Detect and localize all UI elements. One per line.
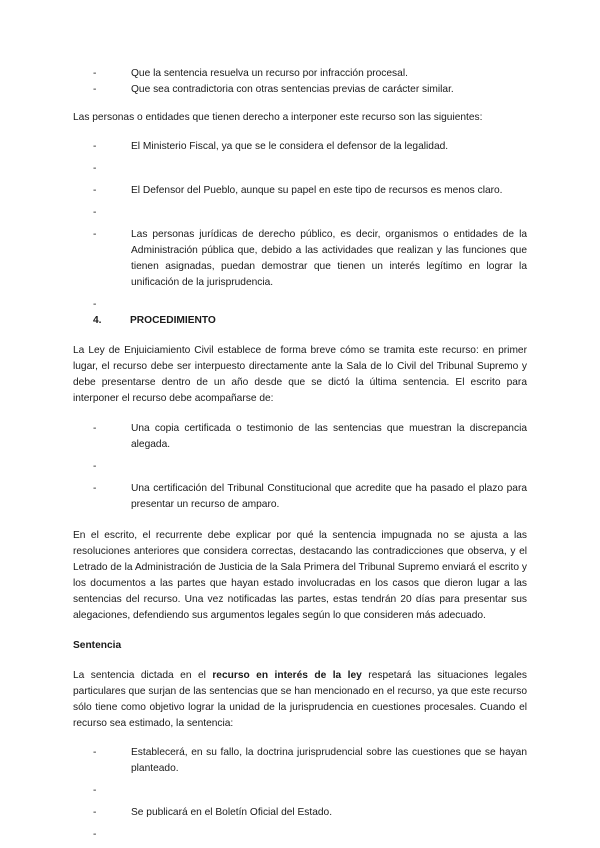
list-dash: - (93, 747, 97, 758)
list-item-text (131, 461, 134, 472)
list-item (93, 421, 527, 453)
paragraph-personas: Las personas o entidades que tienen derecho a interponer este recurso son las siguientes: (73, 112, 483, 123)
list-item (93, 82, 527, 98)
list-item (93, 481, 527, 513)
documents-list (73, 421, 527, 513)
list-item (93, 161, 527, 177)
list-item-text: Establecerá, en su fallo, la doctrina jurisprudencial sobre las cuestiones que se hayan planteado. (131, 747, 527, 774)
list-dash: - (93, 207, 97, 218)
list-item (93, 205, 527, 221)
list-item-text: Una copia certificada o testimonio de las sentencias que muestran la discrepancia alegada. (131, 423, 527, 450)
list-item-text (131, 785, 134, 796)
list-item-text: Se publicará en el Boletín Oficial del Estado. (131, 807, 333, 818)
list-item (93, 783, 527, 799)
sentencia-text-after: respetará las situaciones legales particulares que surjan de las sentencias que se han mencionado en el recurso, ya que este recurso sólo tiene como objetivo lograr la unidad de la jurisprudencia en cuestiones procesales. Cuando el recurso sea estimado, la sentencia: (73, 670, 527, 729)
list-dash: - (93, 163, 97, 174)
list-dash: - (93, 185, 97, 196)
list-item-text: Las personas jurídicas de derecho público, es decir, organismos o entidades de la Administración pública que, debido a las actividades que realizan y las funciones que tienen asignadas, puedan demostrar que tienen un interés legítimo en lograr la unificación de la jurisprudencia. (131, 229, 527, 288)
list-item (93, 183, 527, 199)
paragraph-escrito: En el escrito, el recurrente debe explicar por qué la sentencia impugnada no se ajusta a las resoluciones anteriores que considera correctas, destacando las contradicciones que observa, y el Letrado de la Administración de Justicia de la Sala Primera del Tribunal Supremo enviará el escrito y los documentos a las partes que hayan estado involucradas en los casos que dieron lugar a las sentencias del recurso. Una vez notificadas las partes, estas tendrán 20 días para presentar sus alegaciones, defendiendo sus argumentos legales según lo que consideren más adecuado. (73, 530, 527, 621)
list-dash: - (93, 807, 97, 818)
list-dash: - (93, 229, 97, 240)
list-item-text: El Defensor del Pueblo, aunque su papel en este tipo de recursos es menos claro. (131, 185, 503, 196)
list-dash: - (93, 423, 97, 434)
list-item (93, 297, 527, 313)
list-item-text (131, 829, 134, 840)
list-dash: - (93, 141, 97, 152)
subheading-sentencia: Sentencia (73, 640, 122, 651)
list-item (93, 459, 527, 475)
entities-list (73, 139, 527, 313)
section-heading-procedimiento (93, 313, 527, 329)
list-item-text (131, 299, 134, 310)
paragraph-sentencia (73, 668, 527, 732)
sentencia-text-before: La sentencia dictada en el (73, 670, 213, 681)
section-number: 4. (93, 315, 102, 326)
list-item-text: El Ministerio Fiscal, ya que se le considera el defensor de la legalidad. (131, 141, 449, 152)
section-title: PROCEDIMIENTO (130, 315, 216, 326)
list-dash: - (93, 483, 97, 494)
requirements-list (73, 66, 527, 98)
sentencia-bold-term: recurso en interés de la ley (212, 670, 362, 681)
list-dash: - (93, 84, 97, 95)
list-item (93, 805, 527, 821)
list-dash: - (93, 829, 97, 840)
list-item (93, 66, 527, 82)
list-item (93, 827, 527, 843)
sentencia-effects-list (73, 745, 527, 843)
list-dash: - (93, 785, 97, 796)
list-item-text: Que sea contradictoria con otras sentencias previas de carácter similar. (131, 84, 454, 95)
list-dash: - (93, 461, 97, 472)
list-item (93, 745, 527, 777)
list-item-text: Una certificación del Tribunal Constitucional que acredite que ha pasado el plazo para presentar un recurso de amparo. (131, 483, 527, 510)
paragraph-procedimiento: La Ley de Enjuiciamiento Civil establece de forma breve cómo se tramita este recurso: en primer lugar, el recurso debe ser interpuesto directamente ante la Sala de lo Civil del Tribunal Supremo y debe presentarse dentro de un año desde que se dictó la última sentencia. El escrito para interponer el recurso debe acompañarse de: (73, 345, 527, 404)
list-item (93, 227, 527, 291)
list-dash: - (93, 299, 97, 310)
list-item-text: Que la sentencia resuelva un recurso por infracción procesal. (131, 68, 408, 79)
list-item-text (131, 163, 134, 174)
list-dash: - (93, 68, 97, 79)
list-item-text (131, 207, 134, 218)
list-item (93, 139, 527, 155)
